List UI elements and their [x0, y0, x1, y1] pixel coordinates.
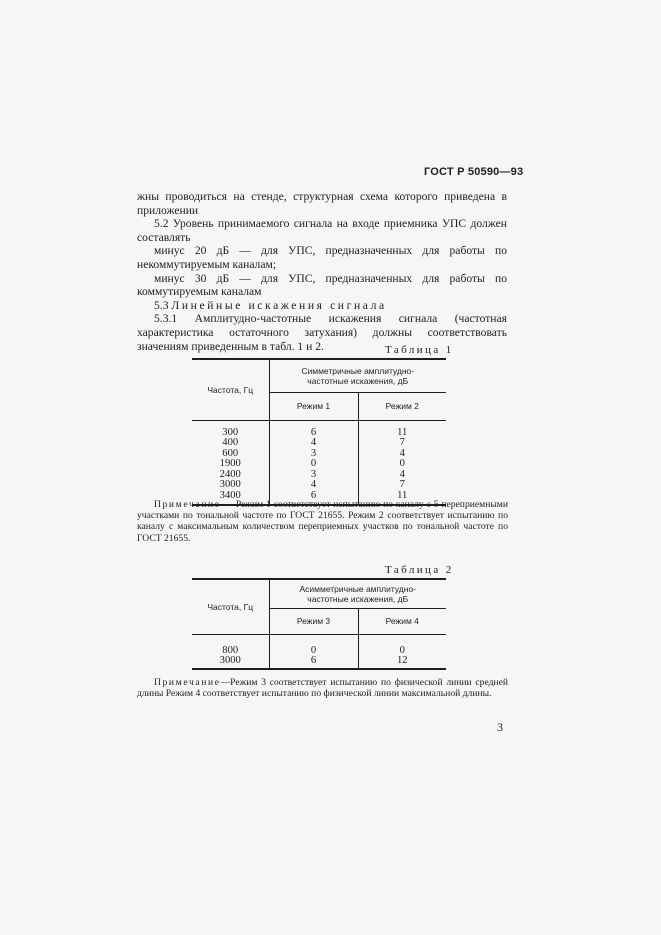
table1-mode2-header: Режим 2 — [358, 392, 446, 420]
table1-freq-cell: 3000 — [219, 479, 241, 490]
table1-note — [137, 499, 508, 544]
table1-mode1-cell: 4 — [310, 437, 317, 448]
table1 — [192, 358, 446, 506]
table1-freq-cell: 2400 — [219, 468, 241, 480]
table2-mode4-list — [359, 646, 447, 667]
paragraph-minus-20: минус 20 дБ — для УПС, предназначенных для работы по некоммутируемым каналам; — [137, 244, 507, 271]
section-5-3-title: Линейные искажения сигнала — [171, 298, 387, 312]
table2-note-label: Примечание — [154, 677, 221, 688]
table2-mode3-list — [270, 646, 358, 667]
table1-mode2-cell: 7 — [399, 437, 405, 448]
section-5-3-1-number: 5.3.1 — [154, 312, 178, 326]
body-text — [137, 190, 507, 353]
table1-freq-cell: 600 — [222, 447, 239, 459]
table1-mode1-cell: 0 — [310, 458, 317, 469]
table1-caption: Таблица 1 — [385, 344, 454, 356]
table2-note — [137, 677, 508, 699]
table1-freq-cell: 1900 — [219, 458, 241, 469]
table1-group-header: Симметричные амплитудно-частотные искажения, дБ — [269, 359, 446, 392]
paragraph-minus-30: минус 30 дБ — для УПС, предназначенных для работы по коммутируемым каналам — [137, 271, 507, 299]
table2-mode4-column — [358, 634, 446, 669]
table2-freq-header: Частота, Гц — [192, 579, 269, 634]
table1-mode1-column — [269, 420, 358, 505]
table1-mode2-column — [358, 420, 446, 505]
table2-mode3-cell: 0 — [310, 644, 317, 656]
table1-freq-cell: 300 — [222, 426, 239, 438]
table2-freq-cell: 800 — [222, 644, 239, 656]
section-5-3-number: 5.3 — [154, 298, 169, 312]
table1-note-label: Примечание — [154, 499, 221, 510]
table2-mode3-header: Режим 3 — [269, 608, 358, 634]
table2-mode3-cell: 6 — [310, 655, 317, 666]
table2-caption: Таблица 2 — [385, 564, 454, 576]
table2-freq-list — [192, 646, 269, 667]
table1-mode2-cell: 7 — [399, 479, 405, 490]
table2-mode3-column — [269, 634, 358, 669]
table2-freq-cell: 3000 — [219, 655, 241, 666]
table1-freq-cell: 3400 — [219, 489, 241, 501]
table2-group-header: Асимметричные амплитудно-частотные искажения, дБ — [269, 579, 446, 608]
table2-mode4-cell: 12 — [396, 655, 408, 666]
paragraph-5-2: 5.2 Уровень принимаемого сигнала на входе приемника УПС должен составлять — [137, 217, 507, 244]
page-number: 3 — [497, 720, 503, 734]
table1-mode2-list — [359, 428, 447, 502]
table1-freq-cell: 400 — [222, 437, 239, 448]
table1-mode2-cell: 11 — [397, 489, 408, 501]
table1-mode2-cell: 11 — [397, 426, 408, 438]
table1-freq-header: Частота, Гц — [192, 359, 269, 420]
table2-mode4-header: Режим 4 — [358, 608, 446, 634]
table2-mode4-cell: 0 — [399, 644, 405, 656]
table1-freq-column — [192, 420, 269, 505]
table2-note-text: —Режим 3 соответствует испытанию по физической линии средней длины Режим 4 соответствует испытанию по физической линии максимальной длины. — [137, 677, 508, 700]
section-5-3-1-text: Амплитудно-частотные искажения сигнала (частотная характеристика остаточного затухания) должны соответствовать значениям приведенным в табл. 1 и 2. — [137, 312, 507, 353]
table1-mode2-cell: 0 — [399, 458, 405, 469]
table1-mode1-cell: 6 — [310, 489, 317, 501]
table1-mode1-cell: 6 — [310, 426, 317, 438]
table1-mode1-header: Режим 1 — [269, 392, 358, 420]
table1-note-text: — Режим 1 соответствует испытанию по каналу с 5 переприемными участками по тональной частоте по ГОСТ 21655. Режим 2 соответствует испытанию по каналу с максимальным количеством переприемных участков по тональной частоте по ГОСТ 21655. — [137, 499, 508, 544]
document-code: ГОСТ Р 50590—93 — [424, 166, 524, 178]
table1-mode2-cell: 4 — [399, 468, 405, 480]
table1-mode1-cell: 4 — [310, 479, 317, 490]
table1-mode1-list — [270, 428, 358, 502]
table1-mode1-cell: 3 — [310, 447, 317, 459]
table1-mode1-cell: 3 — [310, 468, 317, 480]
table1-mode2-cell: 4 — [399, 447, 405, 459]
table2-freq-column — [192, 634, 269, 669]
paragraph-continuation: жны проводиться на стенде, структурная схема которого приведена в приложении — [137, 190, 507, 217]
table2 — [192, 578, 446, 670]
section-5-3-heading — [137, 299, 507, 313]
table1-freq-list — [192, 428, 269, 502]
